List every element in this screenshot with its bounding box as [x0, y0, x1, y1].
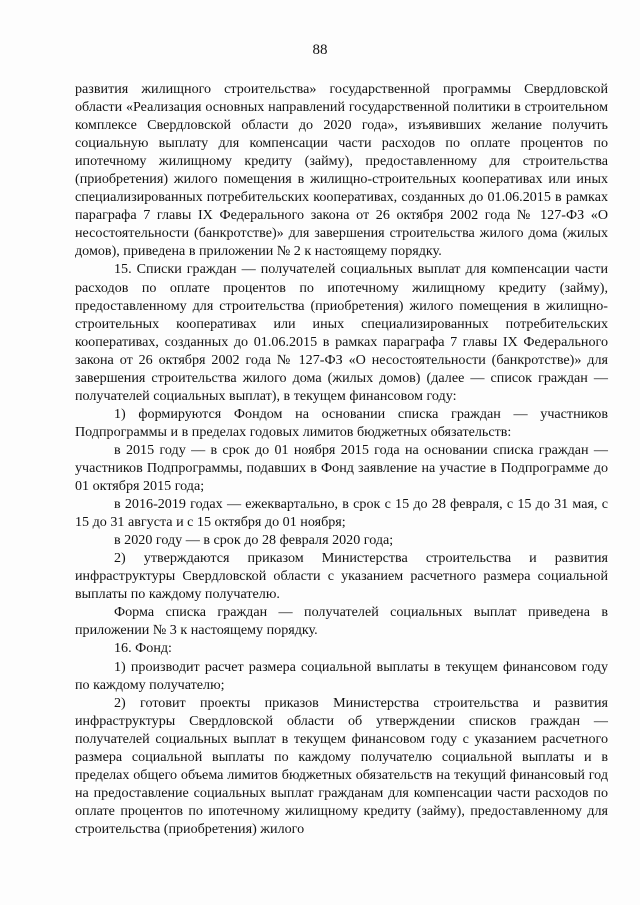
- paragraph-16-item-2: 2) готовит проекты приказов Министерства строительства и развития инфраструктуры Свердловской области об утверждении списков граждан — получателей социальных выплат в текущем финансовом году с указанием расчетного размера социальной выплаты по каждому получателю социальной выплаты и в пределах общего объема лимитов бюджетных обязательств на текущий финансовый год на предоставление социальных выплат гражданам для компенсации части расходов по оплате процентов по ипотечному жилищному кредиту (займу), предоставленному для строительства (приобретения) жилого: [75, 694, 608, 837]
- paragraph-2016-2019: в 2016-2019 годах — ежеквартально, в срок с 15 до 28 февраля, с 15 до 31 мая, с 15 до 31 августа и с 15 октября до 01 ноября;: [75, 496, 608, 531]
- paragraph-2015: в 2015 году — в срок до 01 ноября 2015 года на основании списка граждан — участников Подпрограммы, подавших в Фонд заявление на участие в Подпрограмме до 01 октября 2015 года;: [75, 441, 608, 495]
- page-number: 88: [312, 42, 328, 58]
- paragraph-15: 15. Списки граждан — получателей социальных выплат для компенсации части расходов по оплате процентов по ипотечному жилищному кредиту (займу), предоставленному для строительства (приобретения) жилого помещения в жилищно-строительных кооперативах или иных специализированных потребительских кооперативах, созданных до 01.06.2015 в рамках параграфа 7 главы IX Федерального закона от 26 октября 2002 года № 127-ФЗ «О несостоятельности (банкротстве)» для завершения строительства жилого дома (жилых домов) (далее — список граждан — получателей социальных выплат), в текущем финансовом году:: [75, 261, 608, 404]
- paragraph-list-form: Форма списка граждан — получателей социальных выплат приведена в приложении № 3 к настоящему порядку.: [75, 604, 608, 639]
- paragraph: развития жилищного строительства» государственной программы Свердловской области «Реализация основных направлений государственной политики в строительном комплексе Свердловской области до 2020 года», изъявивших желание получить социальную выплату для компенсации части расходов по оплате процентов по ипотечному жилищному кредиту (займу), предоставленному для строительства (приобретения) жилого помещения в жилищно-строительных кооперативах или иных специализированных потребительских кооперативах, созданных до 01.06.2015 в рамках параграфа 7 главы IX Федерального закона от 26 октября 2002 года № 127-ФЗ «О несостоятельности (банкротстве)» для завершения строительства жилого дома (жилых домов), приведена в приложении № 2 к настоящему порядку.: [75, 81, 608, 260]
- paragraph-15-item-2: 2) утверждаются приказом Министерства строительства и развития инфраструктуры Свердловской области с указанием расчетного размера социальной выплаты по каждому получателю.: [75, 550, 608, 603]
- paragraph-16-item-1: 1) производит расчет размера социальной выплаты в текущем финансовом году по каждому получателю;: [75, 658, 608, 693]
- document-body: [75, 80, 608, 838]
- paragraph-15-item-1: 1) формируются Фондом на основании списка граждан — участников Подпрограммы и в пределах годовых лимитов бюджетных обязательств:: [75, 405, 608, 440]
- paragraph-2020: в 2020 году — в срок до 28 февраля 2020 года;: [114, 532, 394, 549]
- paragraph-16: 16. Фонд:: [114, 640, 172, 657]
